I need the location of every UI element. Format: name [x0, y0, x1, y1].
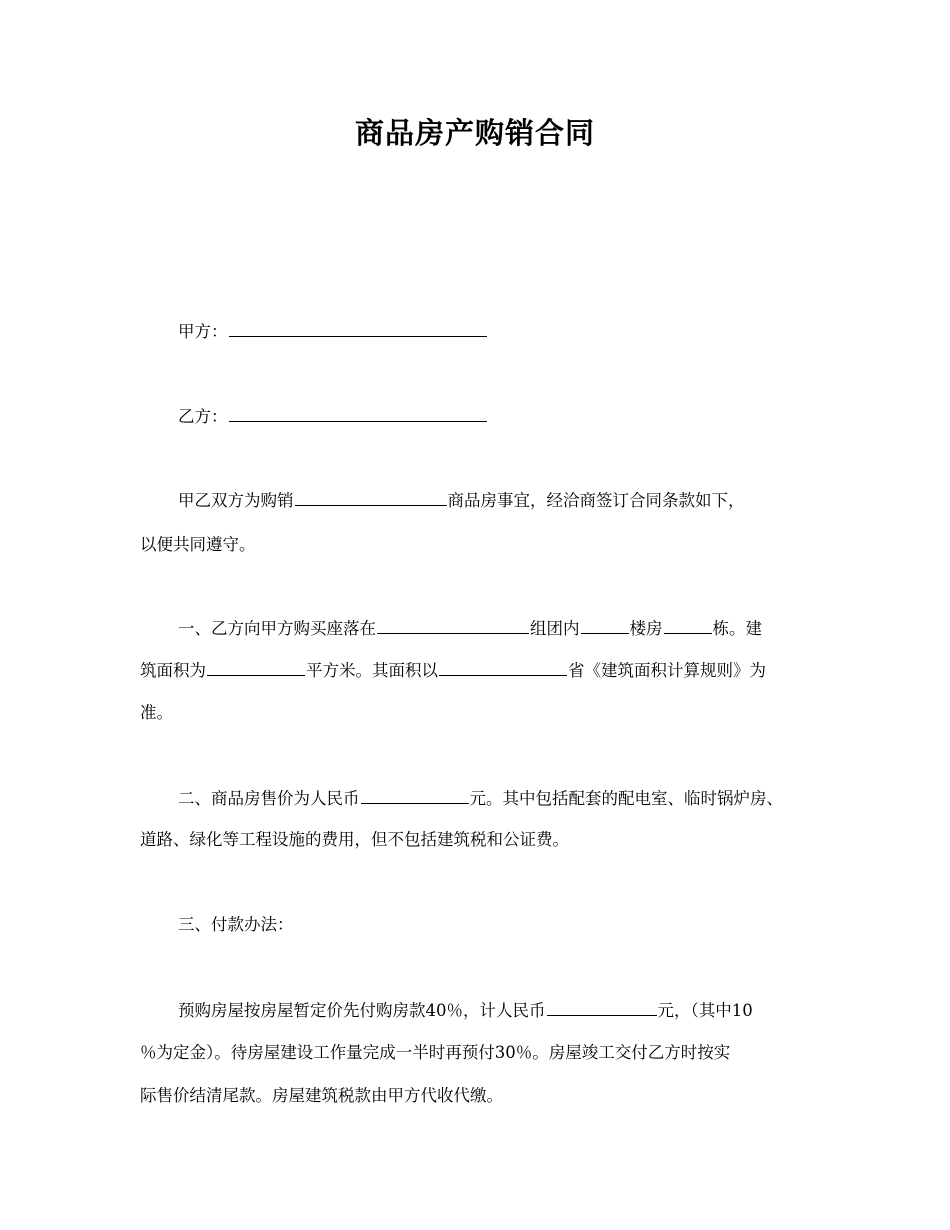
- clause-1-text-5: 筑面积为: [140, 661, 206, 680]
- clause-1-line-3: 准。: [140, 703, 173, 722]
- clause-1-text-1: 一、乙方向甲方购买座落在: [178, 619, 376, 638]
- clause-3-text-1: 预购房屋按房屋暂定价先付购房款40％，计人民币: [178, 1001, 546, 1020]
- clause-1-text-3: 楼房: [629, 619, 663, 638]
- party-b-label: 乙方：: [178, 407, 228, 426]
- clause-1-line-1: [178, 615, 762, 642]
- intro-text-1: 甲乙双方为购销: [178, 491, 294, 510]
- unit-blank: [664, 615, 712, 634]
- clause-3-line-3: 际售价结清尾款。房屋建筑税款由甲方代收代缴。: [140, 1086, 503, 1105]
- clause-3-heading: 三、付款办法：: [178, 915, 294, 934]
- clause-1-text-6: 平方米。其面积以: [306, 661, 438, 680]
- party-b-line: [178, 403, 488, 430]
- party-a-blank: [229, 318, 487, 337]
- area-blank: [207, 657, 305, 676]
- clause-3-line-1: [178, 997, 753, 1024]
- clause-2-text-1: 二、商品房售价为人民币: [178, 789, 360, 808]
- clause-2-line-1: [178, 785, 783, 812]
- clause-3-text-2: 元，（其中10: [657, 1001, 753, 1020]
- party-a-label: 甲方：: [178, 322, 228, 341]
- property-name-blank: [295, 487, 447, 506]
- location-blank: [377, 615, 529, 634]
- clause-3-line-2: ％为定金）。待房屋建设工作量完成一半时再预付30％。房屋竣工交付乙方时按实: [140, 1043, 731, 1062]
- clause-2-text-2: 元。其中包括配套的配电室、临时锅炉房、: [469, 789, 783, 808]
- price-blank: [361, 785, 469, 804]
- intro-line-2: 以便共同遵守。: [140, 535, 256, 554]
- party-a-line: [178, 318, 488, 345]
- clause-2-line-2: 道路、绿化等工程设施的费用，但不包括建筑税和公证费。: [140, 830, 569, 849]
- province-blank: [439, 657, 567, 676]
- clause-1-text-2: 组团内: [530, 619, 580, 638]
- party-b-blank: [229, 403, 487, 422]
- building-blank: [581, 615, 629, 634]
- clause-1-line-2: [140, 657, 766, 684]
- intro-text-2: 商品房事宜，经洽商签订合同条款如下，: [447, 491, 745, 510]
- prepayment-blank: [547, 997, 657, 1016]
- clause-1-text-7: 省《建筑面积计算规则》为: [568, 661, 766, 680]
- clause-1-text-4: 栋。建: [712, 619, 762, 638]
- document-title: 商品房产购销合同: [354, 116, 595, 150]
- intro-line-1: [178, 487, 745, 514]
